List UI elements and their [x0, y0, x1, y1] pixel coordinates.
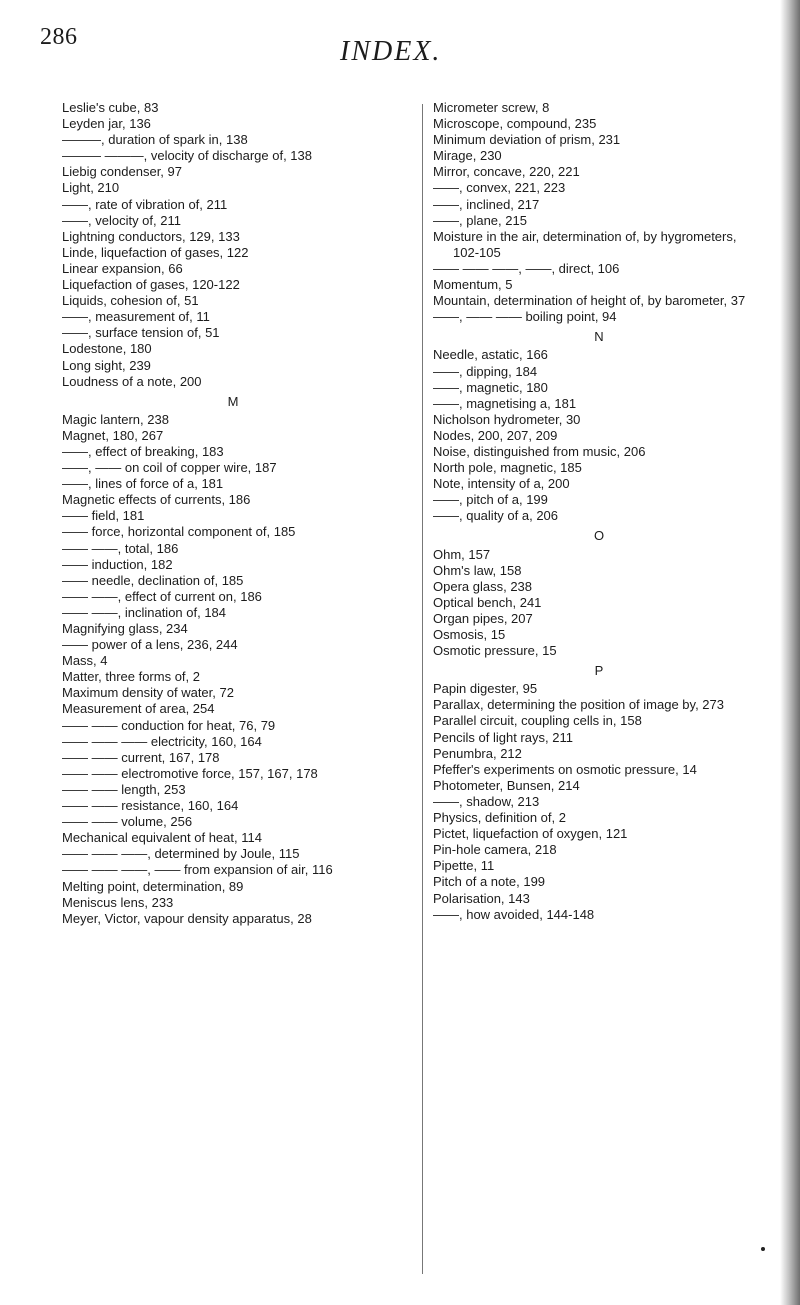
- index-entry: Linear expansion, 66: [62, 260, 183, 276]
- letter-heading: P: [594, 663, 604, 679]
- column-divider: [422, 104, 423, 1274]
- index-entry: —— —— ——, determined by Joule, 115: [62, 846, 300, 862]
- index-entry: Osmosis, 15: [433, 627, 506, 642]
- index-entry: —— force, horizontal component of, 185: [62, 524, 296, 540]
- index-entry: —— ——, total, 186: [62, 540, 179, 556]
- index-entry: —— —— ——, ——, direct, 106: [433, 260, 620, 276]
- index-entry: Needle, astatic, 166: [433, 347, 548, 363]
- index-entry: Microscope, compound, 235: [433, 116, 597, 132]
- page-number: 286: [40, 24, 78, 50]
- index-entry: —— —— —— electricity, 160, 164: [62, 733, 262, 749]
- index-entry: ——, effect of breaking, 183: [62, 443, 224, 459]
- index-entry: Optical bench, 241: [433, 594, 542, 610]
- index-entry: —— —— current, 167, 178: [62, 749, 220, 765]
- index-entry: Magnet, 180, 267: [62, 427, 164, 443]
- index-entry: Parallax, determining the position of image by, 273: [433, 697, 724, 713]
- index-entry: Pictet, liquefaction of oxygen, 121: [433, 826, 628, 842]
- letter-heading: M: [227, 393, 239, 409]
- index-entry: —— ——, inclination of, 184: [62, 604, 227, 620]
- index-entry: Liquids, cohesion of, 51: [62, 293, 199, 309]
- index-entry: —— —— conduction for heat, 76, 79: [62, 717, 276, 733]
- index-entry: Mass, 4: [62, 653, 108, 669]
- index-entry: ——, surface tension of, 51: [62, 325, 220, 341]
- index-entry: ——, velocity of, 211: [62, 212, 181, 228]
- index-entry: —— power of a lens, 236, 244: [62, 637, 238, 653]
- index-entry: Linde, liquefaction of gases, 122: [62, 244, 249, 260]
- index-entry: Meyer, Victor, vapour density apparatus, 28: [62, 910, 312, 926]
- index-entry: —— field, 181: [62, 508, 145, 524]
- index-entry: Long sight, 239: [62, 357, 151, 373]
- index-entry: Ohm's law, 158: [433, 562, 522, 578]
- index-entry: Pitch of a note, 199: [433, 874, 546, 890]
- index-entry: Nicholson hydrometer, 30: [433, 411, 581, 427]
- page-edge-shadow: [780, 0, 800, 1305]
- index-entry: Penumbra, 212: [433, 745, 522, 761]
- printed-dot: [761, 1247, 765, 1251]
- index-entry: ——— ———, velocity of discharge of, 138: [62, 148, 312, 164]
- index-entry: Liquefaction of gases, 120-122: [62, 277, 240, 293]
- index-entry: Loudness of a note, 200: [62, 373, 202, 389]
- index-entry: —— —— resistance, 160, 164: [62, 798, 239, 814]
- index-entry: North pole, magnetic, 185: [433, 460, 582, 476]
- index-entry: Pipette, 11: [433, 858, 495, 874]
- index-entry: Micrometer screw, 8: [433, 100, 550, 115]
- letter-heading: N: [594, 329, 604, 345]
- index-entry: Physics, definition of, 2: [433, 810, 566, 826]
- index-entry: ——, inclined, 217: [433, 196, 540, 212]
- index-entry: ——, quality of a, 206: [433, 508, 559, 524]
- index-entry: Magic lantern, 238: [62, 411, 169, 427]
- index-entry: ——, convex, 221, 223: [433, 180, 566, 196]
- index-entry: ———, duration of spark in, 138: [62, 132, 248, 148]
- index-entry: ——, magnetising a, 181: [433, 395, 577, 411]
- index-entry: Magnetic effects of currents, 186: [62, 492, 251, 508]
- index-entry: Liebig condenser, 97: [62, 164, 182, 180]
- running-head: INDEX.: [340, 36, 442, 67]
- index-entry: Pfeffer's experiments on osmotic pressure, 14: [433, 761, 697, 777]
- index-entry: Mountain, determination of height of, by barometer, 37: [433, 293, 746, 309]
- index-entry: ——, rate of vibration of, 211: [62, 196, 228, 212]
- index-entry: Measurement of area, 254: [62, 701, 215, 717]
- index-entry: ——, how avoided, 144-148: [433, 906, 595, 922]
- index-entry: ——, shadow, 213: [433, 793, 540, 809]
- index-entry: Pencils of light rays, 211: [433, 729, 573, 745]
- index-entry: Papin digester, 95: [433, 681, 538, 697]
- index-entry: Lodestone, 180: [62, 341, 152, 357]
- index-entry: —— —— electromotive force, 157, 167, 178: [62, 765, 318, 781]
- index-entry: —— —— ——, —— from expansion of air, 116: [62, 862, 333, 878]
- index-entry: Osmotic pressure, 15: [433, 643, 557, 659]
- index-entry: —— ——, effect of current on, 186: [62, 588, 262, 604]
- index-entry: Parallel circuit, coupling cells in, 158: [433, 713, 642, 729]
- index-entry: ——, magnetic, 180: [433, 379, 548, 395]
- index-entry: Light, 210: [62, 180, 120, 196]
- index-entry: Melting point, determination, 89: [62, 878, 244, 894]
- index-entry: Mirage, 230: [433, 148, 502, 164]
- index-entry: Mirror, concave, 220, 221: [433, 164, 580, 180]
- index-entry: ——, lines of force of a, 181: [62, 476, 224, 492]
- index-entry: Leslie's cube, 83: [62, 100, 159, 115]
- index-column-right: [433, 100, 765, 923]
- index-entry: ——, dipping, 184: [433, 363, 538, 379]
- index-entry: —— —— length, 253: [62, 781, 186, 797]
- index-entry: Magnifying glass, 234: [62, 621, 188, 636]
- index-entry: Pin-hole camera, 218: [433, 842, 557, 858]
- index-column-left: [62, 100, 404, 927]
- index-entry: Organ pipes, 207: [433, 610, 533, 626]
- index-entry: Matter, three forms of, 2: [62, 669, 200, 685]
- index-entry: Ohm, 157: [433, 546, 491, 562]
- index-entry: Photometer, Bunsen, 214: [433, 777, 580, 793]
- letter-heading: O: [593, 528, 605, 544]
- index-entry: Mechanical equivalent of heat, 114: [62, 830, 262, 846]
- index-entry: —— —— volume, 256: [62, 814, 193, 830]
- index-entry: —— induction, 182: [62, 556, 173, 572]
- index-entry: Momentum, 5: [433, 277, 513, 293]
- index-entry: Nodes, 200, 207, 209: [433, 427, 558, 443]
- index-entry: Polarisation, 143: [433, 890, 530, 906]
- index-entry: Minimum deviation of prism, 231: [433, 132, 621, 148]
- index-entry: Meniscus lens, 233: [62, 894, 174, 910]
- index-entry: Leyden jar, 136: [62, 116, 151, 132]
- index-entry: Opera glass, 238: [433, 578, 533, 594]
- index-entry: Lightning conductors, 129, 133: [62, 228, 240, 244]
- index-entry: ——, plane, 215: [433, 212, 527, 228]
- index-entry: ——, measurement of, 11: [62, 309, 210, 325]
- index-entry: ——, pitch of a, 199: [433, 492, 548, 508]
- index-entry: ——, —— on coil of copper wire, 187: [62, 460, 277, 476]
- index-entry: ——, —— —— boiling point, 94: [433, 309, 617, 325]
- index-entry: Moisture in the air, determination of, by hygrometers, 102-105: [433, 228, 737, 260]
- index-entry: Note, intensity of a, 200: [433, 476, 570, 492]
- index-entry: —— needle, declination of, 185: [62, 572, 244, 588]
- index-entry: Noise, distinguished from music, 206: [433, 443, 646, 459]
- index-entry: Maximum density of water, 72: [62, 685, 234, 701]
